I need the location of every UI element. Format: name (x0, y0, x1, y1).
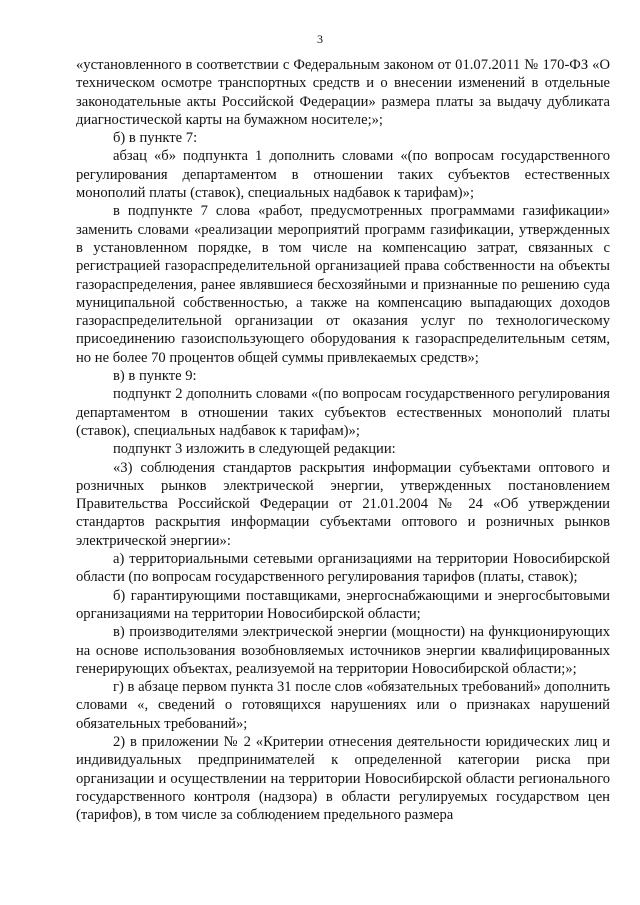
paragraph-list-a: а) территориальными сетевыми организациями на территории Новосибирской области (по вопросам государственного регулирования тарифов (платы, ставок); (76, 551, 610, 586)
paragraph-subitem-3: подпункт 3 изложить в следующей редакции: (113, 441, 396, 458)
paragraph-abzac-b: абзац «б» подпункта 1 дополнить словами «(по вопросам государственного регулирования департаментом в отношении таких субъектов естественных монополий платы (ставок), специальных надбавок к тарифам)»; (76, 148, 610, 202)
paragraph-item-b: б) в пункте 7: (113, 130, 198, 147)
paragraph-list-v: в) производителями электрической энергии (мощности) на функционирующих на основе использования возобновляемых источников энергии квалифицированных генерирующих объектах, реализуемой на территории Новосибирской области;»; (76, 624, 610, 677)
paragraph-quote-3: «3) соблюдения стандартов раскрытия информации субъектами оптового и розничных рынков электрической энергии, утвержденных постановлением Правительства Российской Федерации от 21.01.2004 № 24 «Об утверждении стандартов раскрытия информации субъектами оптового и розничных рынков электрической энергии»: (76, 459, 610, 549)
paragraph-item-v: в) в пункте 9: (113, 368, 197, 385)
paragraph-list-b: б) гарантирующими поставщиками, энергоснабжающими и энергосбытовыми организациями на территории Новосибирской области; (76, 587, 610, 622)
paragraph-subitem-2: подпункт 2 дополнить словами «(по вопросам государственного регулирования департаментом в отношении таких субъектов естественных монополий платы (ставок), специальных надбавок к тарифам)»; (76, 386, 610, 439)
paragraph-continuation: «установленного в соответствии с Федеральным законом от 01.07.2011 № 170-ФЗ «О техническом осмотре транспортных средств и о внесении изменений в отдельные законодательные акты Российской Федерации» размера платы за выдачу дубликата диагностической карты на бумажном носителе;»; (76, 57, 610, 128)
document-body (76, 56, 610, 824)
paragraph-item-2: 2) в приложении № 2 «Критерии отнесения деятельности юридических лиц и индивидуальных предпринимателей к определенной категории риска при организации и осуществлении на территории Новосибирской области регионального государственного контроля (надзора) в области регулируемых государством цен (тарифов), в том числе за соблюдением предельного размера (76, 733, 610, 824)
paragraph-subitem-7: в подпункте 7 слова «работ, предусмотренных программами газификации» заменить словами «реализации мероприятий программ газификации, утвержденных в установленном порядке, в том числе на компенсацию затрат, связанных с регистрацией газораспределительной организацией права собственности на объекты газораспределения, ранее являвшиеся бесхозяйными и признанные по решению суда муниципальной собственностью, а также на компенсацию выпадающих доходов газораспределительной организации от оказания услуг по технологическому присоединению газоиспользующего оборудования к газораспределительным сетям, но не более 70 процентов общей суммы привлекаемых средств»; (76, 203, 610, 366)
page-number: 3 (317, 32, 323, 46)
paragraph-item-g: г) в абзаце первом пункта 31 после слов «обязательных требований» дополнить словами «, сведений о готовящихся нарушениях или о признаках нарушений обязательных требований»; (76, 679, 610, 732)
